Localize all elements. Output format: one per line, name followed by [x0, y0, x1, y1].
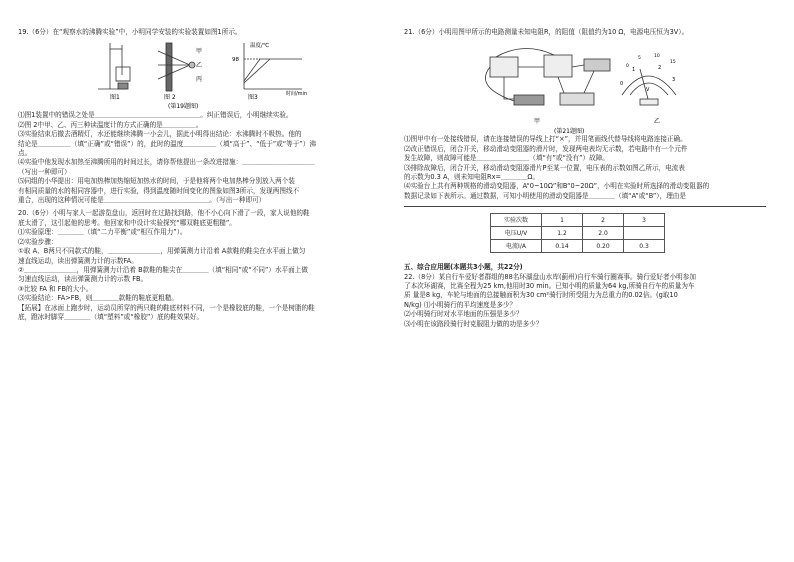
table-cell: 0.14: [542, 240, 583, 253]
table-cell: 2: [583, 214, 624, 227]
q21-figure: [404, 37, 776, 135]
fig1-caption: 图1: [110, 94, 120, 102]
q22-p5: ⑵小明骑行时对水平地面的压强是多少？: [404, 310, 523, 319]
table-row: [491, 227, 665, 240]
q21-p6: ⑷实验台上共有两种规格的滑动变阻器，A“0~10Ω”和B“0~20Ω”，小明在实验时所选择的滑动变阻器的: [404, 182, 710, 191]
q22-p4: N/kg) ⑴小明骑行的平均速度是多少？: [404, 300, 517, 309]
table-cell: 2.0: [583, 227, 624, 240]
q19-p8: ⑸同组的小华提出：用电加热棒加热缩短加热水的时间，于是他将两个电加热棒分别放入两个装: [18, 177, 295, 186]
meter-tick-3: 3: [672, 77, 676, 84]
meter-tick2-5: 5: [638, 56, 641, 62]
q21-p4: ⑶排除故障后，闭合开关，移动滑动变阻器滑片P至某一位置，电压表的示数如图乙所示，电流表: [404, 163, 685, 172]
q19-p2: ⑵图 2中甲、乙、丙三种读温度计的方式正确的是＿＿＿＿＿。: [18, 120, 203, 129]
q22-p1: 22.（8分）某自行车爱好者群组的88名环湖盘山水库(蓟州)自行车骑行圈赛事。骑行爱好者小明参加: [404, 272, 696, 281]
table-cell: 3: [624, 214, 665, 227]
table-cell: 电压U/V: [491, 227, 542, 240]
q21-figure-drawing: [404, 37, 776, 135]
q19-p9: 有相同质量的水的相同容器中，进行实验，得到温度随时间变化的图象如图3所示，发现两图线不: [18, 186, 300, 195]
q19-p7: （写出一种即可）: [18, 167, 71, 176]
fig3-tick-98: 98: [232, 57, 239, 64]
q19-figure-title: (第19题图): [168, 103, 199, 111]
q21-stem: 21.（6分）小明用图甲所示的电路测量未知电阻R，的阻值（阻值约为10 Ω，电源电压恒为3V）。: [404, 28, 689, 36]
right-column: [404, 28, 776, 329]
q20-p9: ③比较 FA 和 FB的大小。: [18, 284, 93, 293]
fig3-axis-time: 时间/min: [286, 91, 308, 98]
meter-tick-2: 2: [658, 65, 662, 72]
q21-p2: ⑵改正错误后，闭合开关，移动滑动变阻器的滑片时，发现两电表均无示数，若电路中有一个元件: [404, 144, 688, 153]
fig3-axis-temp: 温度/℃: [250, 43, 270, 50]
q19-p6: ⑷实验中他发现水加热至沸腾所用的时间过长，请你帮他提出一条改进措施：＿＿＿＿＿＿＿＿＿＿＿: [18, 158, 315, 167]
meter-tick-0: 0: [620, 81, 624, 88]
q19-figure-drawing: [18, 37, 318, 111]
q20-p11: 【拓展】在冰面上跑步时，运动员所穿的两只鞋的鞋底材料不同，一个是橡胶底的鞋，一个是树脂的鞋: [18, 303, 315, 312]
table-row: [491, 240, 665, 253]
table-cell: 1: [542, 214, 583, 227]
table-cell: 0.3: [624, 240, 665, 253]
q19-p5: 点。: [18, 149, 32, 158]
circuit-diagram: [485, 49, 610, 106]
meter-unit: V: [646, 87, 650, 94]
q20-p4: ⑵实验步骤：: [18, 237, 58, 246]
q19-p3: ⑶实验结束后撤去酒精灯，水还能继续沸腾一小会儿，据此小明得出结论：水沸腾时不吸热。他的: [18, 130, 302, 139]
fig2-caption: 图 2: [164, 94, 176, 102]
fig1-apparatus: [98, 43, 130, 89]
q20-p7: ②＿＿＿＿＿＿＿＿，用弹簧测力计沿着 B款鞋的鞋尖在＿＿＿＿（填“相同”或“不同”）水平面上做: [18, 265, 308, 274]
q21-data-table: [490, 213, 665, 253]
q19-figure: [18, 37, 384, 111]
q20-p8: 匀速直线运动，读出弹簧测力计的示数 FB。: [18, 275, 148, 284]
q19-p10: 重合，出现的这种情况可能是＿＿＿＿＿＿＿＿＿＿＿＿＿＿＿＿。（写出一种即可）: [18, 196, 266, 205]
left-column: [18, 28, 384, 322]
meter-tick2-0: 0: [626, 64, 629, 70]
table-cell: 1.2: [542, 227, 583, 240]
fig-label-yi: 乙: [654, 118, 661, 126]
fig2-label-bing: 丙: [196, 76, 203, 84]
q19-p1: ⑴图1装置中的错误之处是＿＿＿＿＿＿＿＿＿＿＿＿＿＿＿＿。纠正错误后，小明继续实验。: [18, 111, 293, 120]
answer-line: [404, 206, 766, 207]
table-cell: [624, 227, 665, 240]
q20-p5: ①取 A、B两只不同款式的鞋，＿＿＿＿＿＿＿＿，用弹簧测力计沿着 A款鞋的鞋尖在水平面上做匀: [18, 247, 306, 256]
q21-p7: 数据记录如下表所示。通过数据，可知小明使用的滑动变阻器是＿＿＿＿（填“A”或“B”），理由是: [404, 191, 686, 200]
fig2-label-yi: 乙: [196, 62, 203, 70]
q22-p6: ⑶小明在该路段骑行时克服阻力做的功是多少？: [404, 319, 543, 328]
q20-p2: 底太滑了，这引起他的思考。他回家和中设计实验探究“哪双鞋底更粗糙”。: [18, 218, 236, 227]
fig3-caption: 图3: [248, 94, 258, 102]
q20-p6: 速直线运动，读出弹簧测力计的示数FA。: [18, 256, 138, 265]
q21-p3: 发生故障，则故障可能是＿＿＿＿＿＿＿＿（填“有”或“没有”）故障。: [404, 154, 609, 163]
q20-p3: ⑴实验原理：＿＿＿＿（填“二力平衡”或“相互作用力”）。: [18, 228, 187, 237]
fig2-thermometer: [158, 43, 195, 91]
meter-tick2-10: 10: [654, 54, 660, 60]
table-cell: 实验次数: [491, 214, 542, 227]
q21-p5: 的示数为0.3 A，则未知电阻Rx=＿＿＿＿Ω。: [404, 173, 540, 182]
table-row: [491, 214, 665, 227]
table-cell: 0.20: [583, 240, 624, 253]
q19-p4: 结论是＿＿＿＿＿（填“正确”或“错误”）的，此时的温度＿＿＿＿＿（填“高于”、“低于”或“等于”）沸: [18, 139, 316, 148]
meter-tick-1: 1: [632, 67, 636, 74]
fig3-graph: [244, 43, 302, 89]
q20-p1: 20.（6分）小明与家人一起游览盘山，返回时在过路找到路，他不小心向下滑了一段，家人说他的鞋: [18, 209, 310, 218]
q22-p3: 质 量是8 kg，车轮与地面的总接触面积为30 cm²骑行时所受阻力为总重力的0.02倍。(g取10: [404, 291, 678, 300]
q21-p1: ⑴图甲中有一处接线错误，请在连接错误的导线上打“×”，并用笔画线代替导线将电路连接正确。: [404, 135, 687, 144]
q22-p2: 了本次环湖赛，比赛全程为25 km,他用时30 min。已知小明的质量为64 kg,所骑自行车的质量为车: [404, 282, 695, 291]
meter-tick2-15: 15: [670, 60, 676, 66]
q19-stem: 19.（6分）在“观察水的沸腾实验”中，小明同学安装的实验装置如图1所示。: [18, 28, 242, 36]
fig-label-jia: 甲: [534, 118, 541, 126]
section-heading: 五、综合应用题(本题共3小题，共22分): [404, 263, 523, 272]
q20-p10: ⑶实验结论：FA>FB，则＿＿＿＿款鞋的鞋底更粗糙。: [18, 294, 179, 303]
q20-p12: 底，蹬冰时脚穿＿＿＿＿（填“塑料”或“橡胶”）底的鞋效果好。: [18, 312, 204, 321]
table-cell: 电流I/A: [491, 240, 542, 253]
q21-figure-title: (第21题图): [554, 128, 585, 136]
fig2-label-jia: 甲: [196, 48, 203, 56]
